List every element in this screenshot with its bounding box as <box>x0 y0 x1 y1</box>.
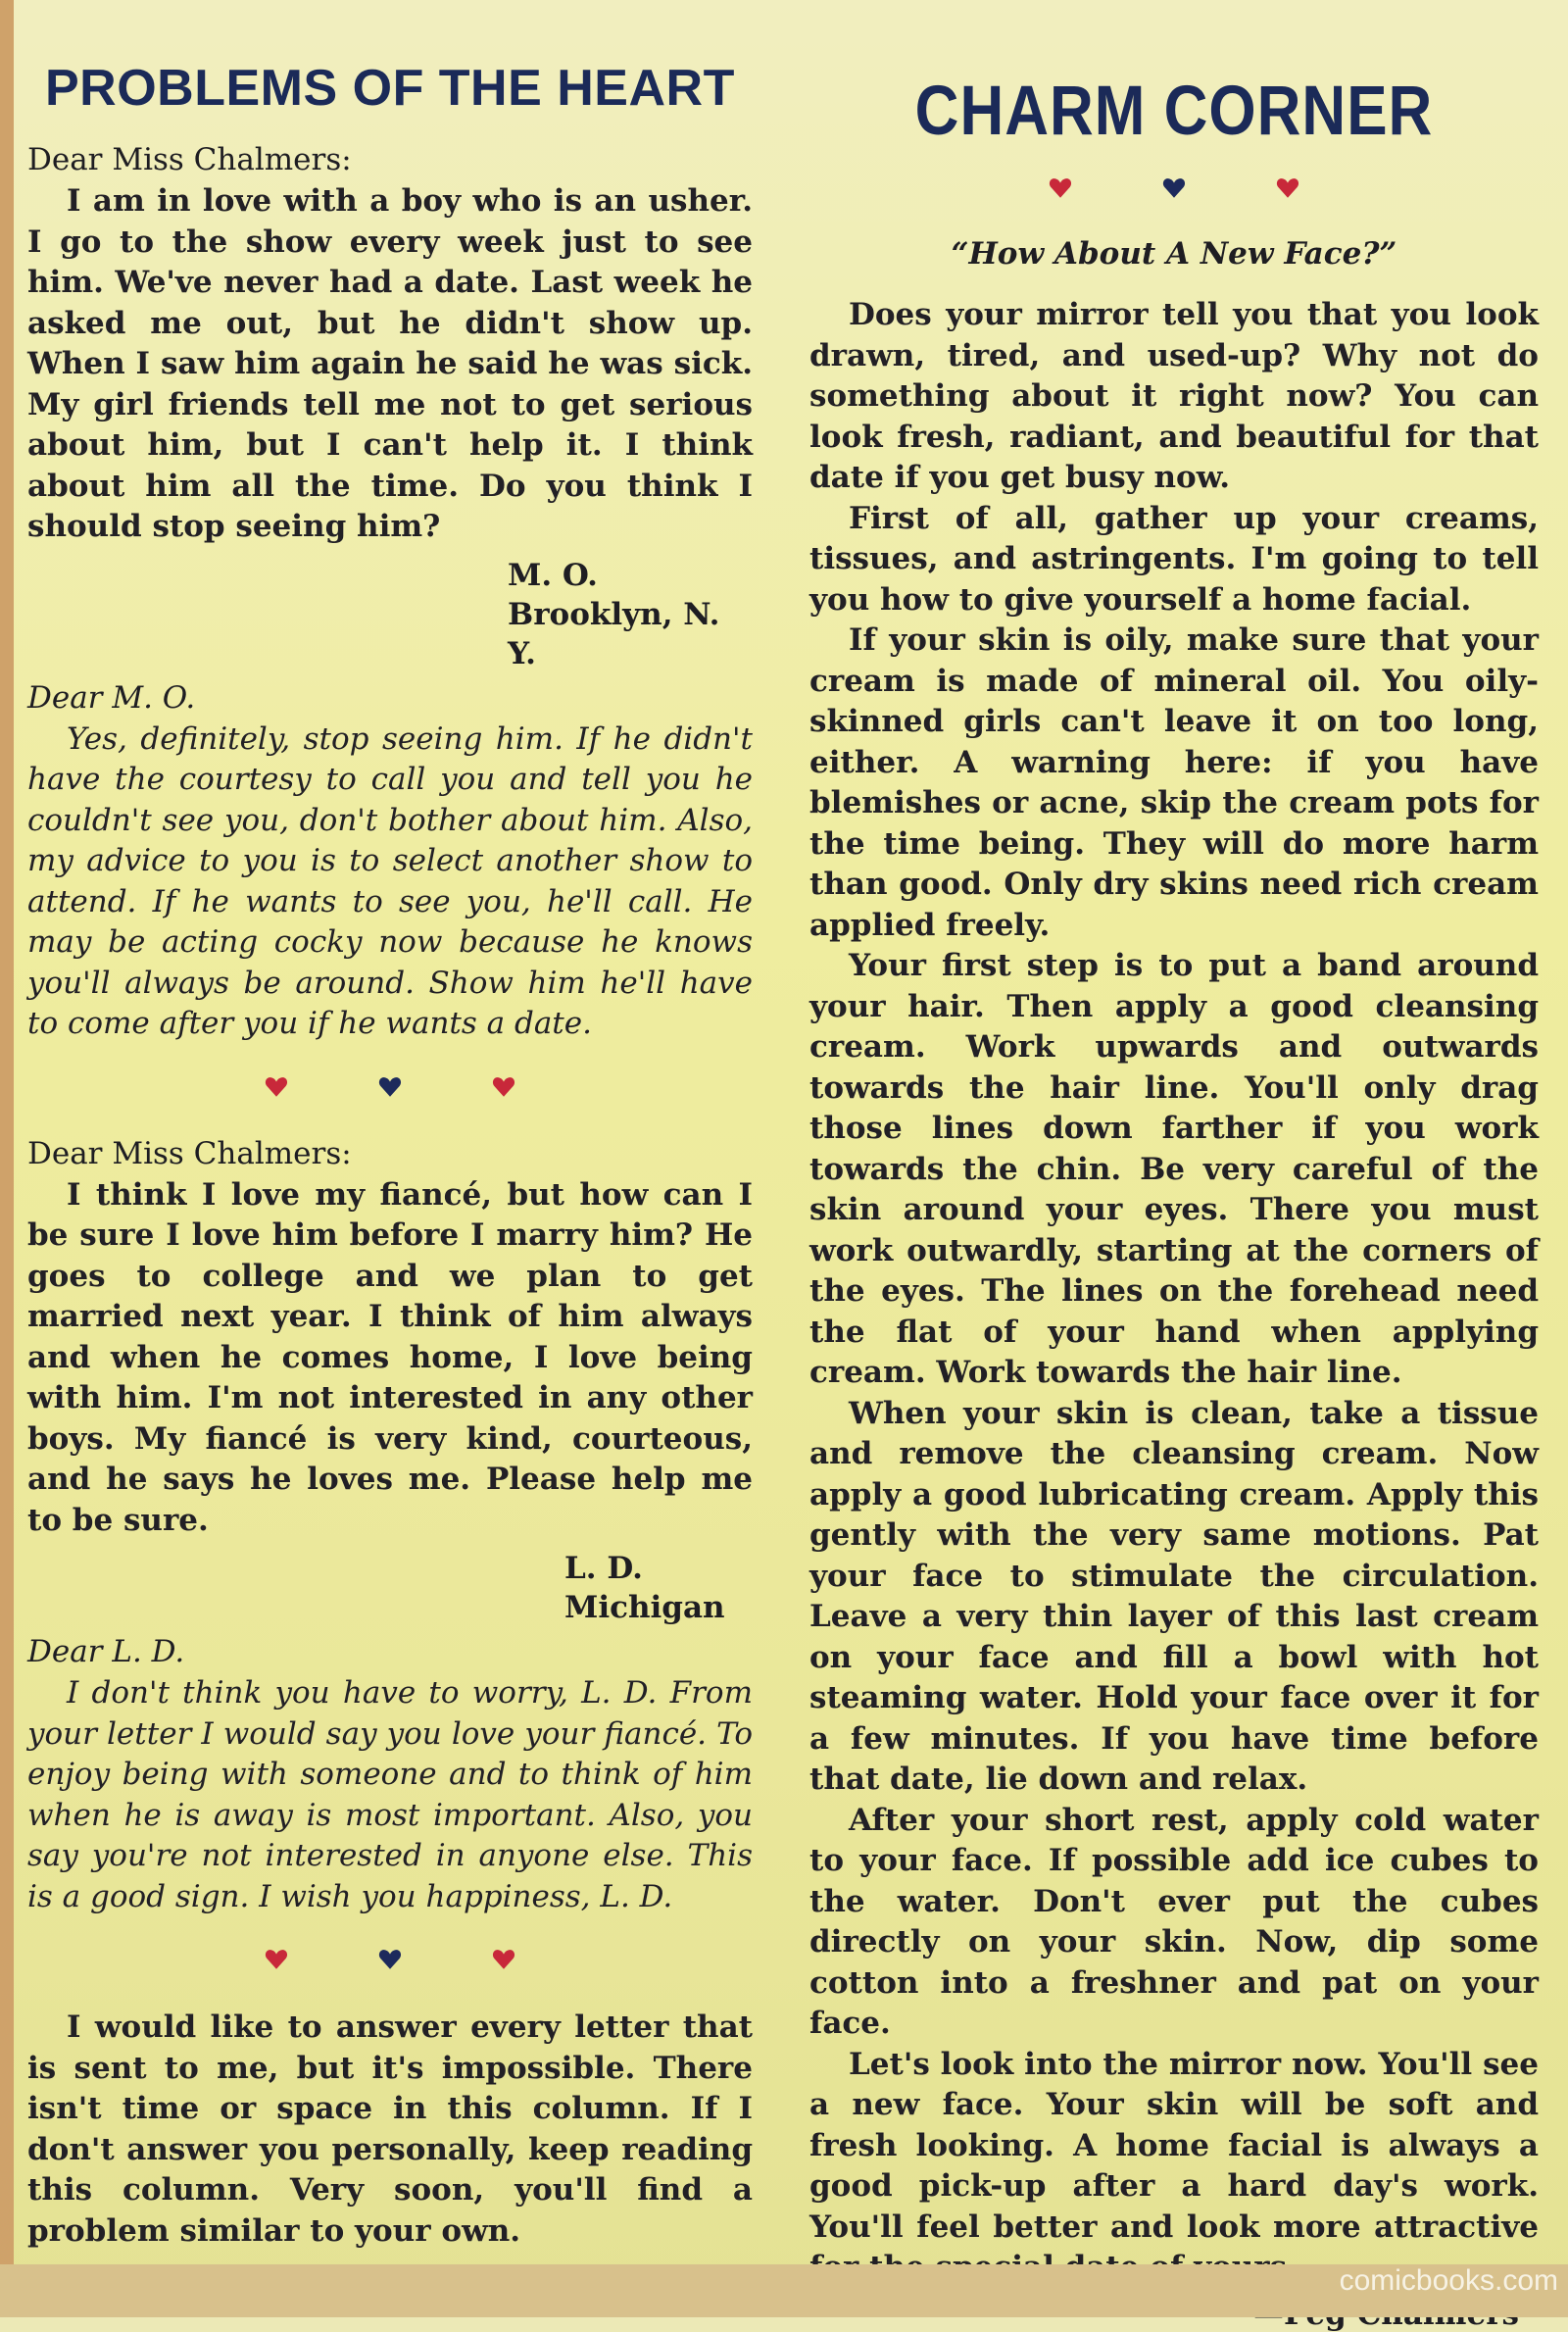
heart-icon <box>264 1074 289 1100</box>
heart-icon <box>1275 175 1300 201</box>
article-paragraph: Your first step is to put a band around your hair. Then apply a good cleansing cream. Work upwards and outwards towards the hair line. You'll only drag those lines down farther if you work towards the chin. Be very careful of the skin around your eyes. There you must work outwardly, starting at the corners of the eyes. The lines on the forehead need the flat of your hand when applying cream. Work towards the hair line. <box>809 948 1539 1390</box>
heart-icon <box>491 1074 516 1100</box>
article-paragraph: Does your mirror tell you that you look drawn, tired, and used-up? Why not do something about it right now? You can look fresh, radiant, and beautiful for that date if you get busy now. <box>809 297 1539 495</box>
letter2-salutation: Dear Miss Chalmers: <box>27 1135 352 1171</box>
heart-icon <box>377 1947 403 1972</box>
heart-divider <box>27 1074 753 1104</box>
heart-divider <box>27 1947 753 1976</box>
article-subtitle: “How About A New Face?” <box>951 236 1397 272</box>
heart-icon <box>491 1947 516 1972</box>
page-edge-left <box>0 0 14 2317</box>
letter1-signature: M. O. Brooklyn, N. Y. <box>508 557 720 671</box>
article-paragraph: When your skin is clean, take a tissue and remove the cleansing cream. Now apply a good lubricating cream. Apply this gently with the very same motions. Pat your face to stimulate the circulation. Leave a very thin layer of this last cream on your face and fill a bowl with hot steaming water. Hold your face over it for a few minutes. If you have time before that date, lie down and relax. <box>809 1395 1539 1797</box>
heart-divider <box>809 175 1539 205</box>
reply2-body: I don't think you have to worry, L. D. From your letter I would say you love your fiancé. To enjoy being with someone and to think of him when he is away is most important. Also, you say you're not interested in anyone else. This is a good sign. I wish you happiness, L. D. <box>27 1675 753 1914</box>
heart-icon <box>377 1074 403 1100</box>
column-title-left: PROBLEMS OF THE HEART <box>45 60 735 117</box>
closing-note: I would like to answer every letter that is sent to me, but it's impossible. There isn't time or space in this column. If I don't answer you personally, keep reading this column. Very soon, you'll find a problem similar to your own. <box>27 2009 753 2249</box>
problems-of-the-heart-column <box>27 59 753 2303</box>
article-paragraph: Let's look into the mirror now. You'll see a new face. Your skin will be soft and fresh looking. A home facial is always a good pick-up after a hard day's work. You'll feel better and look more attractive <box>809 2046 1539 2245</box>
letter1-body: I am in love with a boy who is an usher. I go to the show every week just to see him. We've never had a date. Last week he asked me out, but he didn't show up. When I saw him again he said he was sick. My girl friends tell me not to get serious about him, but I can't help it. I think about him all the time. Do you think I should stop seeing him? <box>27 183 753 544</box>
article-paragraph: First of all, gather up your creams, tissues, and astringents. I'm going to tell you how to give yourself a home facial. <box>809 500 1539 618</box>
heart-icon <box>1161 175 1187 201</box>
letter2-signature: L. D. Michigan <box>564 1551 725 1625</box>
reply2-salutation: Dear L. D. <box>27 1634 185 1669</box>
heart-icon <box>264 1947 289 1972</box>
letter2-body: I think I love my fiancé, but how can I be sure I love him before I marry him? He goes to college and we plan to get married next year. I think of him always and when he comes home, I love being with him. I'm not interested in any other boys. My fiancé is very kind, courteous, and he says he loves me. Please help me to be sure. <box>27 1176 753 1538</box>
charm-corner-column <box>809 72 1539 2332</box>
watermark: comicbooks.com <box>1339 2264 1558 2297</box>
heart-icon <box>1048 175 1073 201</box>
reply1-salutation: Dear M. O. <box>27 679 196 716</box>
letter1-salutation: Dear Miss Chalmers: <box>27 142 352 177</box>
article-paragraph: After your short rest, apply cold water to your face. If possible add ice cubes to the water. Don't ever put the cubes directly on your skin. Now, dip some cotton into a freshner and pat on your face. <box>809 1802 1539 2041</box>
article-paragraph: If your skin is oily, make sure that your cream is made of mineral oil. You oily-skinned girls can't leave it on too long, either. A warning here: if you have blemishes or acne, skip the cream pots for the time being. They will do more harm than good. Only dry skins need rich cream applied freely. <box>809 622 1539 943</box>
column-title-right: CHARM CORNER <box>914 72 1434 151</box>
reply1-body: Yes, definitely, stop seeing him. If he didn't have the courtesy to call you and tell you he couldn't see you, don't bother about him. Also, my advice to you is to select another show to attend. If he wants to see you, he'll call. He may be acting cocky now because he knows you'll always be around. Show him he'll have to come after you if he wants a date. <box>27 720 753 1041</box>
